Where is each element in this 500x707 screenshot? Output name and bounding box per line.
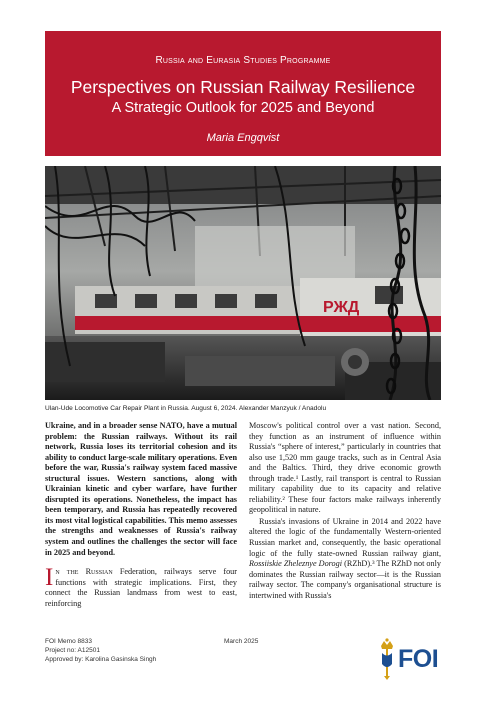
document-subtitle: A Strategic Outlook for 2025 and Beyond (111, 100, 375, 116)
document-title: Perspectives on Russian Railway Resilience (70, 77, 416, 97)
abstract: Ukraine, and in a broader sense NATO, have a mutual problem: the Russian railways. Without its rail network, Russia loses its territorial cohesion and its ability to conduct large-scale military operations. Even before the war, Russia's railway system faced massive structural issues. Western sanctions, along with Ukrainian kinetic and cyber warfare, have further disrupted its operations. Nonetheless, the impact has been temporary, and Russia has repeatedly recovered its most vital logistical capabilities. This memo assesses the strengths and weaknesses of Russia's railway system and outlines the challenges the sector will face in 2025 and beyond. (45, 421, 237, 557)
cover-photo (45, 166, 441, 400)
crown-emblem-icon (378, 638, 396, 680)
lead-text: Federation, railways serve four functions with strategic implications. First, they connect the Russian landmass from west to east, reinforcing (45, 567, 237, 608)
dropcap: I (45, 564, 54, 592)
memo-number: FOI Memo 8833 (45, 638, 92, 645)
wagon-lettering: РЖД (323, 299, 360, 316)
programme-label: Russia and Eurasia Studies Programme (155, 55, 331, 66)
title-banner (45, 31, 441, 156)
lead-paragraph (45, 564, 237, 609)
project-number: Project no: A12501 (45, 647, 100, 654)
footer-meta (45, 637, 156, 664)
author-name: Maria Engqvist (206, 132, 280, 144)
body-paragraph-2 (249, 517, 441, 601)
company-name-italic: Rossiiskie Zheleznye Dorogi (249, 559, 343, 569)
publication-date: March 2025 (224, 638, 259, 645)
body-text: Russia's invasions of Ukraine in 2014 and 2022 have altered the logic of the fundamentally Western-oriented Russian market and, consequently, the basic operational logic of the fully state-owned Russian railway giant, (249, 516, 441, 558)
foi-logo (378, 638, 442, 680)
left-column (45, 421, 237, 609)
right-column (249, 421, 441, 601)
body-paragraph: Moscow's political control over a vast nation. Second, they function as an instrument of influence within Russia's “sphere of interest,” particularly in countries that also use 1,520 mm gauge tracks, such as in Central Asia and the Baltics. Third, they drive economic growth through trade.¹ Lastly, rail transport is central to Russian military capability due to its capacity and relative reliability.² These four factors make railways inherently geopolitical in nature. (249, 421, 441, 515)
approved-by: Approved by: Karolina Gasinska Singh (45, 656, 157, 663)
foi-logo-text: FOI (398, 644, 439, 673)
lead-smallcaps: n the Russian (55, 567, 113, 577)
railway-workshop-illustration (45, 166, 441, 400)
photo-caption: Ulan-Ude Locomotive Car Repair Plant in Russia. August 6, 2024. Alexander Manzyuk / Anadolu (45, 405, 327, 412)
body-text: (RZhD).³ The RZhD not only dominates the Russian railway sector—it is the Russian railway sector. The company's organisational structure is intertwined with Russia's (249, 559, 441, 600)
